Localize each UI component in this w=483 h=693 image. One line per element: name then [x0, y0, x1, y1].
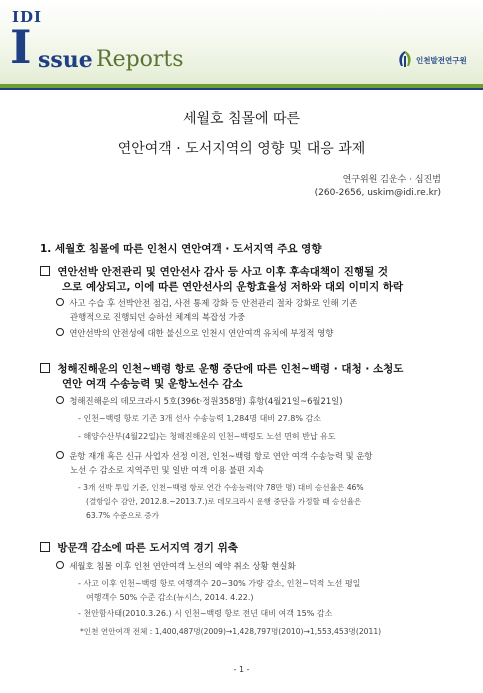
square-bullet-icon — [40, 363, 50, 373]
point-line: 청해진해운의 데모크라시 5호(396t·정원358명) 휴항(4월21일~6월21일) — [56, 395, 343, 407]
item-title-line: 방문객 감소에 따른 도서지역 경기 위축 — [40, 540, 238, 555]
sub-point-line: 여행객수 50% 수준 감소(뉴시스, 2014. 4.22.) — [86, 593, 254, 602]
circle-bullet-icon — [56, 561, 64, 569]
sub-point-line: 63.7% 수준으로 증가 — [86, 511, 159, 520]
item-title-line: 청해진해운의 인천~백령 항로 운행 중단에 따른 인천~백령 · 대청 · 소청도 — [40, 361, 403, 376]
logo-reports: Reports — [96, 47, 184, 72]
point-line: 관행적으로 진행되던 승하선 체계의 복잡성 가중 — [70, 312, 246, 322]
title-line-1: 세월호 침몰에 따른 — [182, 111, 301, 127]
page-number: - 1 - — [233, 665, 250, 674]
institute-logo — [397, 50, 481, 70]
logo-ssue: ssue — [38, 47, 93, 73]
square-bullet-icon — [40, 542, 50, 552]
institute-emblem-icon — [397, 50, 413, 68]
title-line-2: 연안여객 · 도서지역의 영향 및 대응 과제 — [117, 141, 366, 157]
item-title-line: 으로 예상되고, 이에 따른 연안선사의 운항효율성 저하와 대외 이미지 하락 — [62, 281, 404, 293]
logo-letter-i: I — [10, 20, 32, 74]
footnote: *인천 연안여객 전체 : 1,400,487명(2009)→1,428,797명(2010)→1,553,453명(2011) — [80, 627, 382, 636]
point-line: 노선 수 감소로 지역주민 및 일반 여객 이용 불편 지속 — [70, 465, 264, 475]
item-title-line: 연안 여객 수송능력 및 운항노선수 감소 — [62, 378, 243, 390]
section-heading: 1. 세월호 침몰에 따른 인천시 연안여객 · 도서지역 주요 영향 — [40, 243, 322, 255]
circle-bullet-icon — [56, 451, 64, 459]
sub-point-line: - 천안함사태(2010.3.26.) 시 인천~백령 항로 전년 대비 여객 15% 감소 — [78, 609, 333, 618]
point-line: 세월호 침몰 이후 인천 연안여객 노선의 예약 취소 상황 현실화 — [56, 560, 296, 572]
contact-line: (260-2656, uskim@idi.re.kr) — [314, 188, 441, 198]
point-line: 운항 재개 혹은 신규 사업자 선정 이전, 인천~백령 항로 연안 여객 수송능력 및 운항 — [56, 450, 373, 462]
header-rule-navy — [0, 88, 483, 90]
author-line: 연구위원 김운수 · 심진범 — [342, 175, 441, 185]
point-line: 사고 수습 후 선박안전 점검, 사전 통제 강화 등 안전관리 절차 강화로 인해 기존 — [56, 297, 357, 309]
sub-point-line: - 3개 선박 투입 기준, 인천~백령 항로 연간 수송능력(약 78만 명) 대비 승선율은 46% — [78, 483, 364, 492]
report-header — [0, 0, 483, 92]
point-line: 연안선박의 안전성에 대한 불신으로 인천시 연안여객 유치에 부정적 영향 — [56, 327, 333, 339]
square-bullet-icon — [40, 266, 50, 276]
sub-point-line: - 해양수산부(4월22일)는 청해진해운의 인천~백령도 노선 면허 반납 유도 — [78, 432, 336, 441]
institute-name: 인천발전연구원 — [416, 56, 467, 65]
circle-bullet-icon — [56, 298, 64, 306]
sub-point-line: (결항일수 감안, 2012.8.~2013.7.)로 데모크라시 운행 중단을 가정할 때 승선율은 — [86, 497, 362, 506]
circle-bullet-icon — [56, 328, 64, 336]
sub-point-line: - 인천~백령 항로 기존 3개 선사 수송능력 1,284명 대비 27.8% 감소 — [78, 414, 321, 423]
item-title-line: 연안선박 안전관리 및 연안선사 감사 등 사고 이후 후속대책이 진행될 것 — [40, 264, 388, 279]
circle-bullet-icon — [56, 396, 64, 404]
sub-point-line: - 사고 이후 인천~백령 항로 여행객수 20~30% 가량 감소, 인천~덕적 노선 평일 — [78, 579, 361, 588]
brand-idi: IDI — [12, 8, 43, 26]
